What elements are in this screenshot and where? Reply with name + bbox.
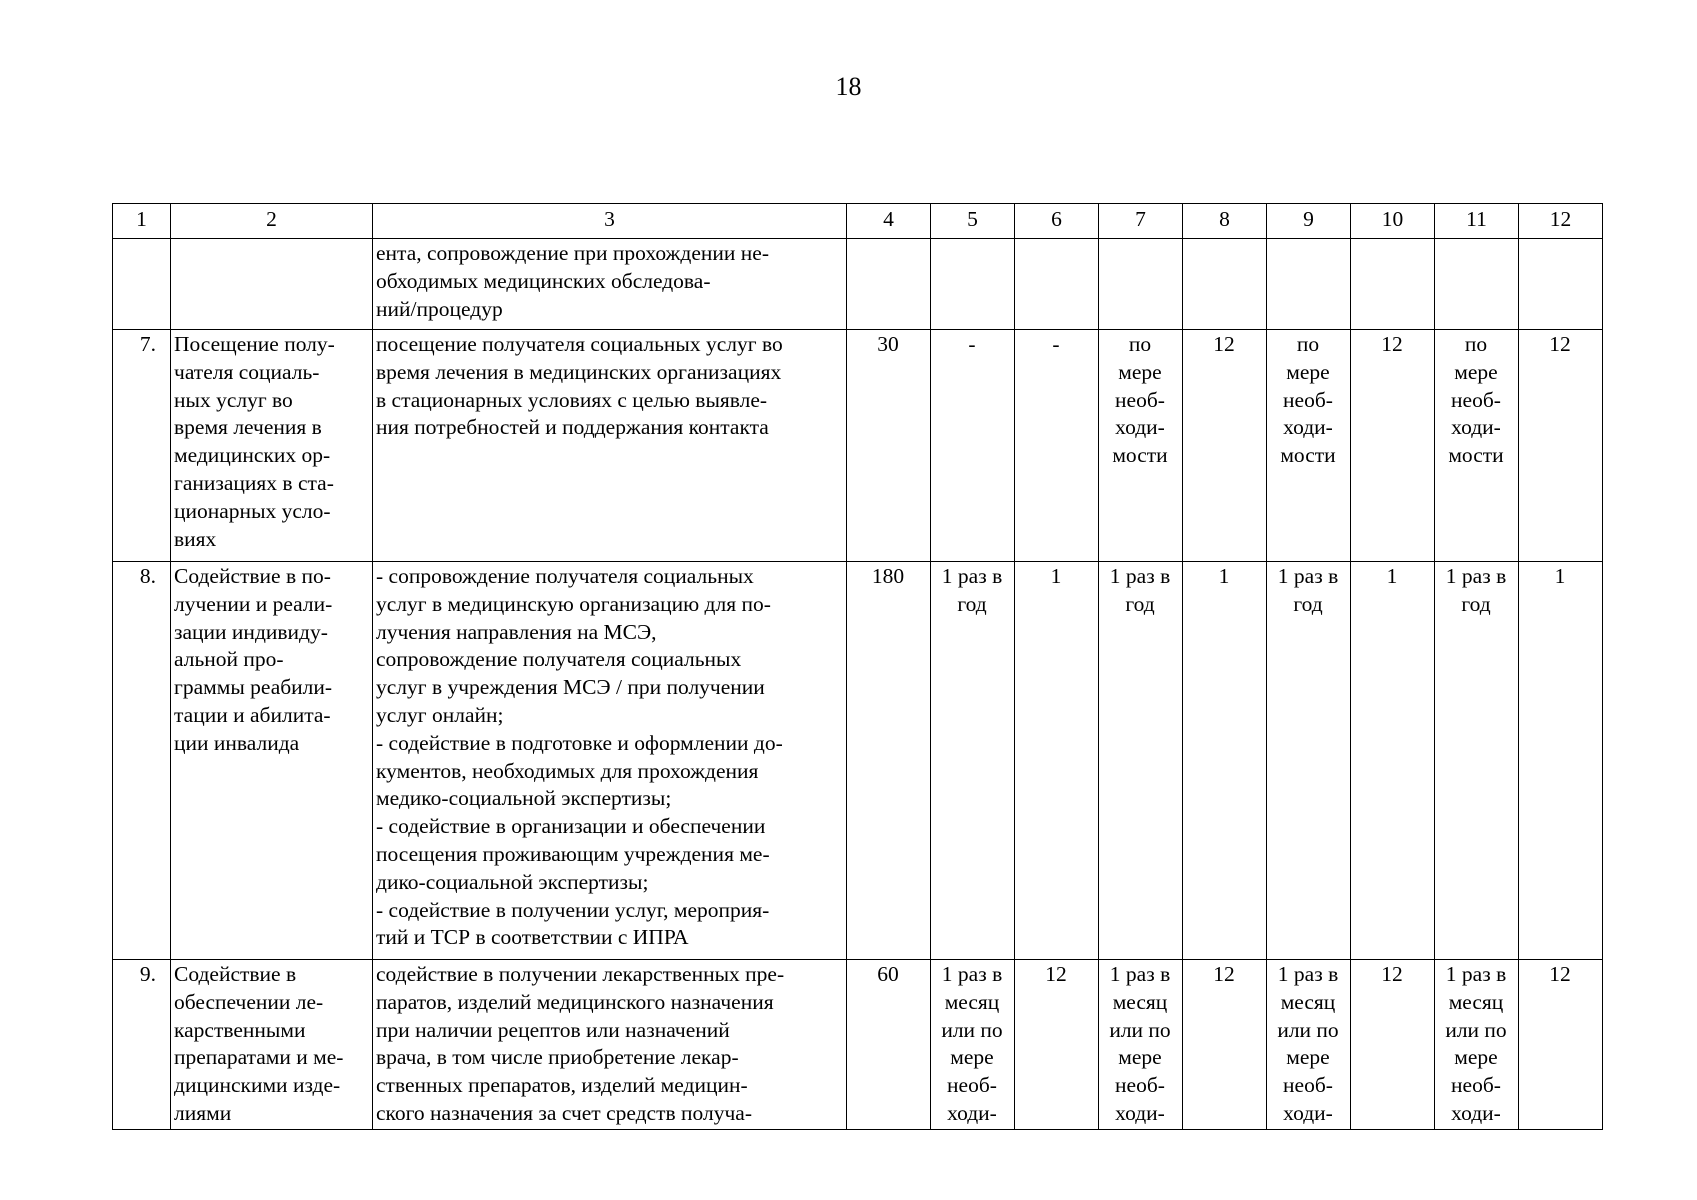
- col11-cell: 1 раз в месяц или по мере необ- ходи-: [1435, 960, 1519, 1130]
- col4-cell: 30: [847, 330, 931, 562]
- row-number-cell: 9.: [113, 960, 171, 1130]
- table-header-row: [113, 204, 1603, 239]
- col7-cell: 1 раз в месяц или по мере необ- ходи-: [1099, 960, 1183, 1130]
- col9-cell: [1267, 239, 1351, 330]
- column-header: 6: [1015, 204, 1099, 239]
- row-number-cell: 7.: [113, 330, 171, 562]
- col5-cell: 1 раз в месяц или по мере необ- ходи-: [931, 960, 1015, 1130]
- row-number-cell: 8.: [113, 562, 171, 960]
- col10-cell: [1351, 239, 1435, 330]
- col11-cell: по мере необ- ходи- мости: [1435, 330, 1519, 562]
- col11-cell: 1 раз в год: [1435, 562, 1519, 960]
- col11-cell: [1435, 239, 1519, 330]
- col6-cell: [1015, 239, 1099, 330]
- col6-cell: 12: [1015, 960, 1099, 1130]
- col9-cell: 1 раз в месяц или по мере необ- ходи-: [1267, 960, 1351, 1130]
- column-header: 5: [931, 204, 1015, 239]
- col8-cell: [1183, 239, 1267, 330]
- service-description-cell: - сопровождение получателя социальных услуг в медицинскую организацию для по- лучения направления на МСЭ, сопровождение получателя социальных услуг в учреждения МСЭ / при получении услуг онлайн; - содействие в подготовке и оформлении до- кументов, необходимых для прохождения медико-социальной экспертизы; - содействие в организации и обеспечении посещения проживающим учреждения ме- дико-социальной экспертизы; - содействие в получении услуг, мероприя- тий и ТСР в соответствии с ИПРА: [373, 562, 847, 960]
- col8-cell: 12: [1183, 330, 1267, 562]
- row-number-cell: [113, 239, 171, 330]
- col9-cell: 1 раз в год: [1267, 562, 1351, 960]
- column-header: 1: [113, 204, 171, 239]
- col10-cell: 12: [1351, 330, 1435, 562]
- col9-cell: по мере необ- ходи- мости: [1267, 330, 1351, 562]
- col5-cell: -: [931, 330, 1015, 562]
- column-header: 4: [847, 204, 931, 239]
- service-description-cell: посещение получателя социальных услуг во время лечения в медицинских организациях в стационарных условиях с целью выявле- ния потребностей и поддержания контакта: [373, 330, 847, 562]
- table-row: [113, 330, 1603, 562]
- service-name-cell: Содействие в обеспечении ле- карственными препаратами и ме- дицинскими изде- лиями: [171, 960, 373, 1130]
- column-header: 10: [1351, 204, 1435, 239]
- col5-cell: [931, 239, 1015, 330]
- col12-cell: [1519, 239, 1603, 330]
- col4-cell: 60: [847, 960, 931, 1130]
- table-row: [113, 960, 1603, 1130]
- column-header: 7: [1099, 204, 1183, 239]
- col7-cell: по мере необ- ходи- мости: [1099, 330, 1183, 562]
- column-header: 11: [1435, 204, 1519, 239]
- column-header: 12: [1519, 204, 1603, 239]
- col6-cell: -: [1015, 330, 1099, 562]
- col4-cell: [847, 239, 931, 330]
- service-description-cell: ента, сопровождение при прохождении не- обходимых медицинских обследова- ний/процедур: [373, 239, 847, 330]
- column-header: 3: [373, 204, 847, 239]
- col12-cell: 12: [1519, 960, 1603, 1130]
- service-name-cell: Посещение полу- чателя социаль- ных услуг во время лечения в медицинских ор- ганизациях в ста- ционарных усло- виях: [171, 330, 373, 562]
- col6-cell: 1: [1015, 562, 1099, 960]
- table-row: [113, 562, 1603, 960]
- col12-cell: 1: [1519, 562, 1603, 960]
- col7-cell: [1099, 239, 1183, 330]
- service-description-cell: содействие в получении лекарственных пре- паратов, изделий медицинского назначения при наличии рецептов или назначений врача, в том числе приобретение лекар- ственных препаратов, изделий медицин- ского назначения за счет средств получа-: [373, 960, 847, 1130]
- col10-cell: 1: [1351, 562, 1435, 960]
- service-name-cell: [171, 239, 373, 330]
- service-name-cell: Содействие в по- лучении и реали- зации индивиду- альной про- граммы реабили- тации и абилита- ции инвалида: [171, 562, 373, 960]
- services-table: [112, 203, 1603, 1130]
- column-header: 2: [171, 204, 373, 239]
- col8-cell: 1: [1183, 562, 1267, 960]
- column-header: 8: [1183, 204, 1267, 239]
- col12-cell: 12: [1519, 330, 1603, 562]
- table-row: [113, 239, 1603, 330]
- column-header: 9: [1267, 204, 1351, 239]
- col8-cell: 12: [1183, 960, 1267, 1130]
- col10-cell: 12: [1351, 960, 1435, 1130]
- page-number: 18: [835, 72, 862, 101]
- col4-cell: 180: [847, 562, 931, 960]
- col5-cell: 1 раз в год: [931, 562, 1015, 960]
- col7-cell: 1 раз в год: [1099, 562, 1183, 960]
